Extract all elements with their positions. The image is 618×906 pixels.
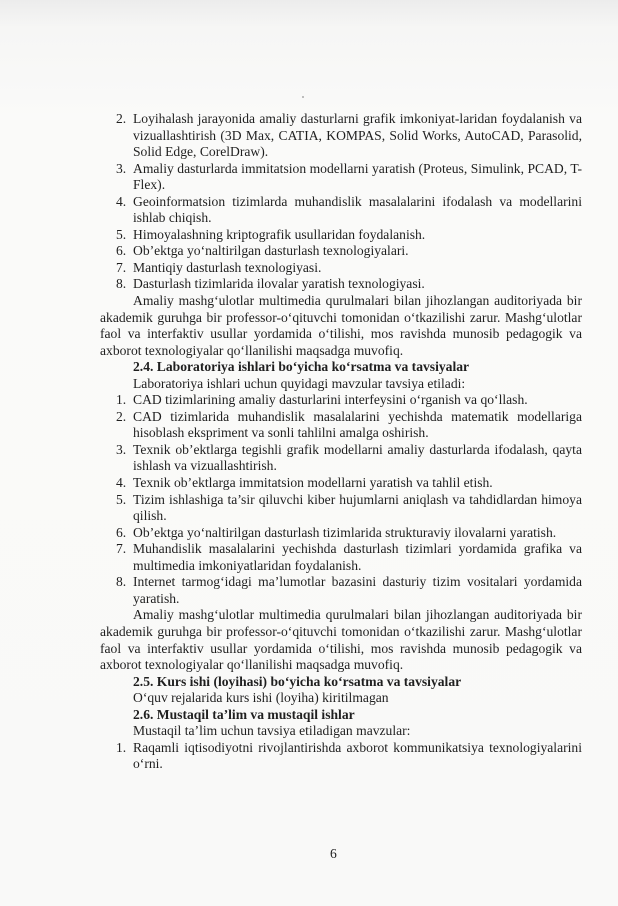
list-number: 7.: [116, 259, 127, 275]
list-item: [100, 492, 582, 525]
list-item: [100, 392, 582, 409]
list-text: Himoyalashning kriptografik usullaridan foydalanish.: [133, 226, 426, 242]
section-intro: Laboratoriya ishlari uchun quyidagi mavzular tavsiya etiladi:: [133, 375, 466, 391]
list-item: [100, 227, 582, 244]
list-number: 1.: [116, 392, 127, 408]
list-item: [100, 243, 582, 260]
list-item: [100, 442, 582, 475]
list-text: Raqamli iqtisodiyotni rivojlantirishda axborot kommunikatsiya texnologiyalarini o‘rni.: [133, 739, 582, 772]
section-heading: 2.5. Kurs ishi (loyihasi) bo‘yicha ko‘rsatma va tavsiyalar: [133, 673, 462, 689]
list-text: CAD tizimlarida muhandislik masalalarini yechishda matematik modellariga hisoblash ekspriment va sonli tahlilni amalga oshirish.: [133, 408, 582, 441]
list-number: 6.: [116, 243, 127, 259]
section-intro: Mustaqil ta’lim uchun tavsiya etiladigan mavzular:: [133, 723, 411, 739]
list-text: Ob’ektga yo‘naltirilgan dasturlash texnologiyalari.: [133, 243, 409, 259]
list-number: 1.: [116, 739, 127, 755]
list-number: 5.: [116, 226, 127, 242]
list-number: 4.: [116, 475, 127, 491]
list-number: 8.: [116, 276, 127, 292]
paragraph: Amaliy mashg‘ulotlar multimedia qurulmalari bilan jihozlangan auditoriyada bir akademik guruhga bir professor-o‘qituvchi tomonidan o‘tkazilishi zarur. Mashg‘ulotlar faol va interfaktiv usullar yordamida o‘tilishi, mos ravishda munosib pedagogik va axborot texnologiyalar qo‘llanilishi maqsadga muvofiq.: [100, 607, 582, 673]
list-text: Loyihalash jarayonida amaliy dasturlarni grafik imkoniyat-laridan foydalanish va vizuallashtirish (3D Max, CATIA, KOMPAS, Solid Works, AutoCAD, Parasolid, Solid Edge, CorelDraw).: [133, 111, 582, 160]
list-text: Dasturlash tizimlarida ilovalar yaratish texnologiyasi.: [133, 276, 425, 292]
list-item: [100, 276, 582, 293]
list-number: 7.: [116, 541, 127, 557]
list-text: Geoinformatsion tizimlarda muhandislik masalalarini ifodalash va modellarini ishlab chiqish.: [133, 193, 582, 226]
list-item: [100, 161, 582, 194]
list-number: 8.: [116, 574, 127, 590]
list-item: [100, 541, 582, 574]
list-text: Tizim ishlashiga ta’sir qiluvchi kiber hujumlarni aniqlash va tahdidlardan himoya qilish.: [133, 491, 582, 524]
list-text: Amaliy dasturlarda immitatsion modellarni yaratish (Proteus, Simulink, PCAD, T-Flex).: [133, 160, 582, 193]
list-item: [100, 475, 582, 492]
list-text: Mantiqiy dasturlash texnologiyasi.: [133, 259, 322, 275]
list-item: [100, 525, 582, 542]
section-heading: 2.4. Laboratoriya ishlari bo‘yicha ko‘rsatma va tavsiyalar: [133, 359, 470, 375]
list-item: [100, 194, 582, 227]
list-text: Texnik ob’ektlarga immitatsion modellarni yaratish va tahlil etish.: [133, 475, 493, 491]
list-item: [100, 740, 582, 773]
list-item: [100, 574, 582, 607]
list-number: 6.: [116, 524, 127, 540]
list-item: [100, 260, 582, 277]
list-number: 2.: [116, 111, 127, 126]
list-number: 5.: [116, 491, 127, 507]
scan-speck: [302, 96, 304, 98]
list-number: 3.: [116, 441, 127, 457]
page-number: 6: [330, 846, 337, 861]
list-text: Ob’ektga yo‘naltirilgan dasturlash tizimlarida strukturaviy ilovalarni yaratish.: [133, 524, 557, 540]
list-text: CAD tizimlarining amaliy dasturlarini interfeysini o‘rganish va qo‘llash.: [133, 392, 528, 408]
section-text: O‘quv rejalarida kurs ishi (loyiha) kiritilmagan: [133, 690, 389, 706]
list-text: Internet tarmog‘idagi ma’lumotlar bazasini dasturiy tizim vositalari yordamida yaratish.: [133, 574, 582, 606]
list-number: 2.: [116, 408, 127, 424]
paragraph: Amaliy mashg‘ulotlar multimedia qurulmalari bilan jihozlangan auditoriyada bir akademik guruhga bir professor-o‘qituvchi tomonidan o‘tkazilishi zarur. Mashg‘ulotlar faol va interfaktiv usullar yordamida o‘tilishi, mos ravishda munosib pedagogik va axborot texnologiyalar qo‘llanilishi maqsadga muvofiq.: [100, 293, 582, 358]
list-item: [100, 409, 582, 442]
section-heading: 2.6. Mustaqil ta’lim va mustaqil ishlar: [133, 706, 355, 722]
list-number: 3.: [116, 160, 127, 176]
list-item: [100, 111, 582, 161]
page-content: [100, 111, 582, 773]
list-text: Texnik ob’ektlarga tegishli grafik modellarni amaliy dasturlarda ifodalash, qayta ishlash va vizuallashtirish.: [133, 441, 582, 474]
list-number: 4.: [116, 193, 127, 209]
list-text: Muhandislik masalalarini yechishda dasturlash tizimlari yordamida grafika va multimedia imkoniyatlaridan foydalanish.: [133, 541, 582, 573]
